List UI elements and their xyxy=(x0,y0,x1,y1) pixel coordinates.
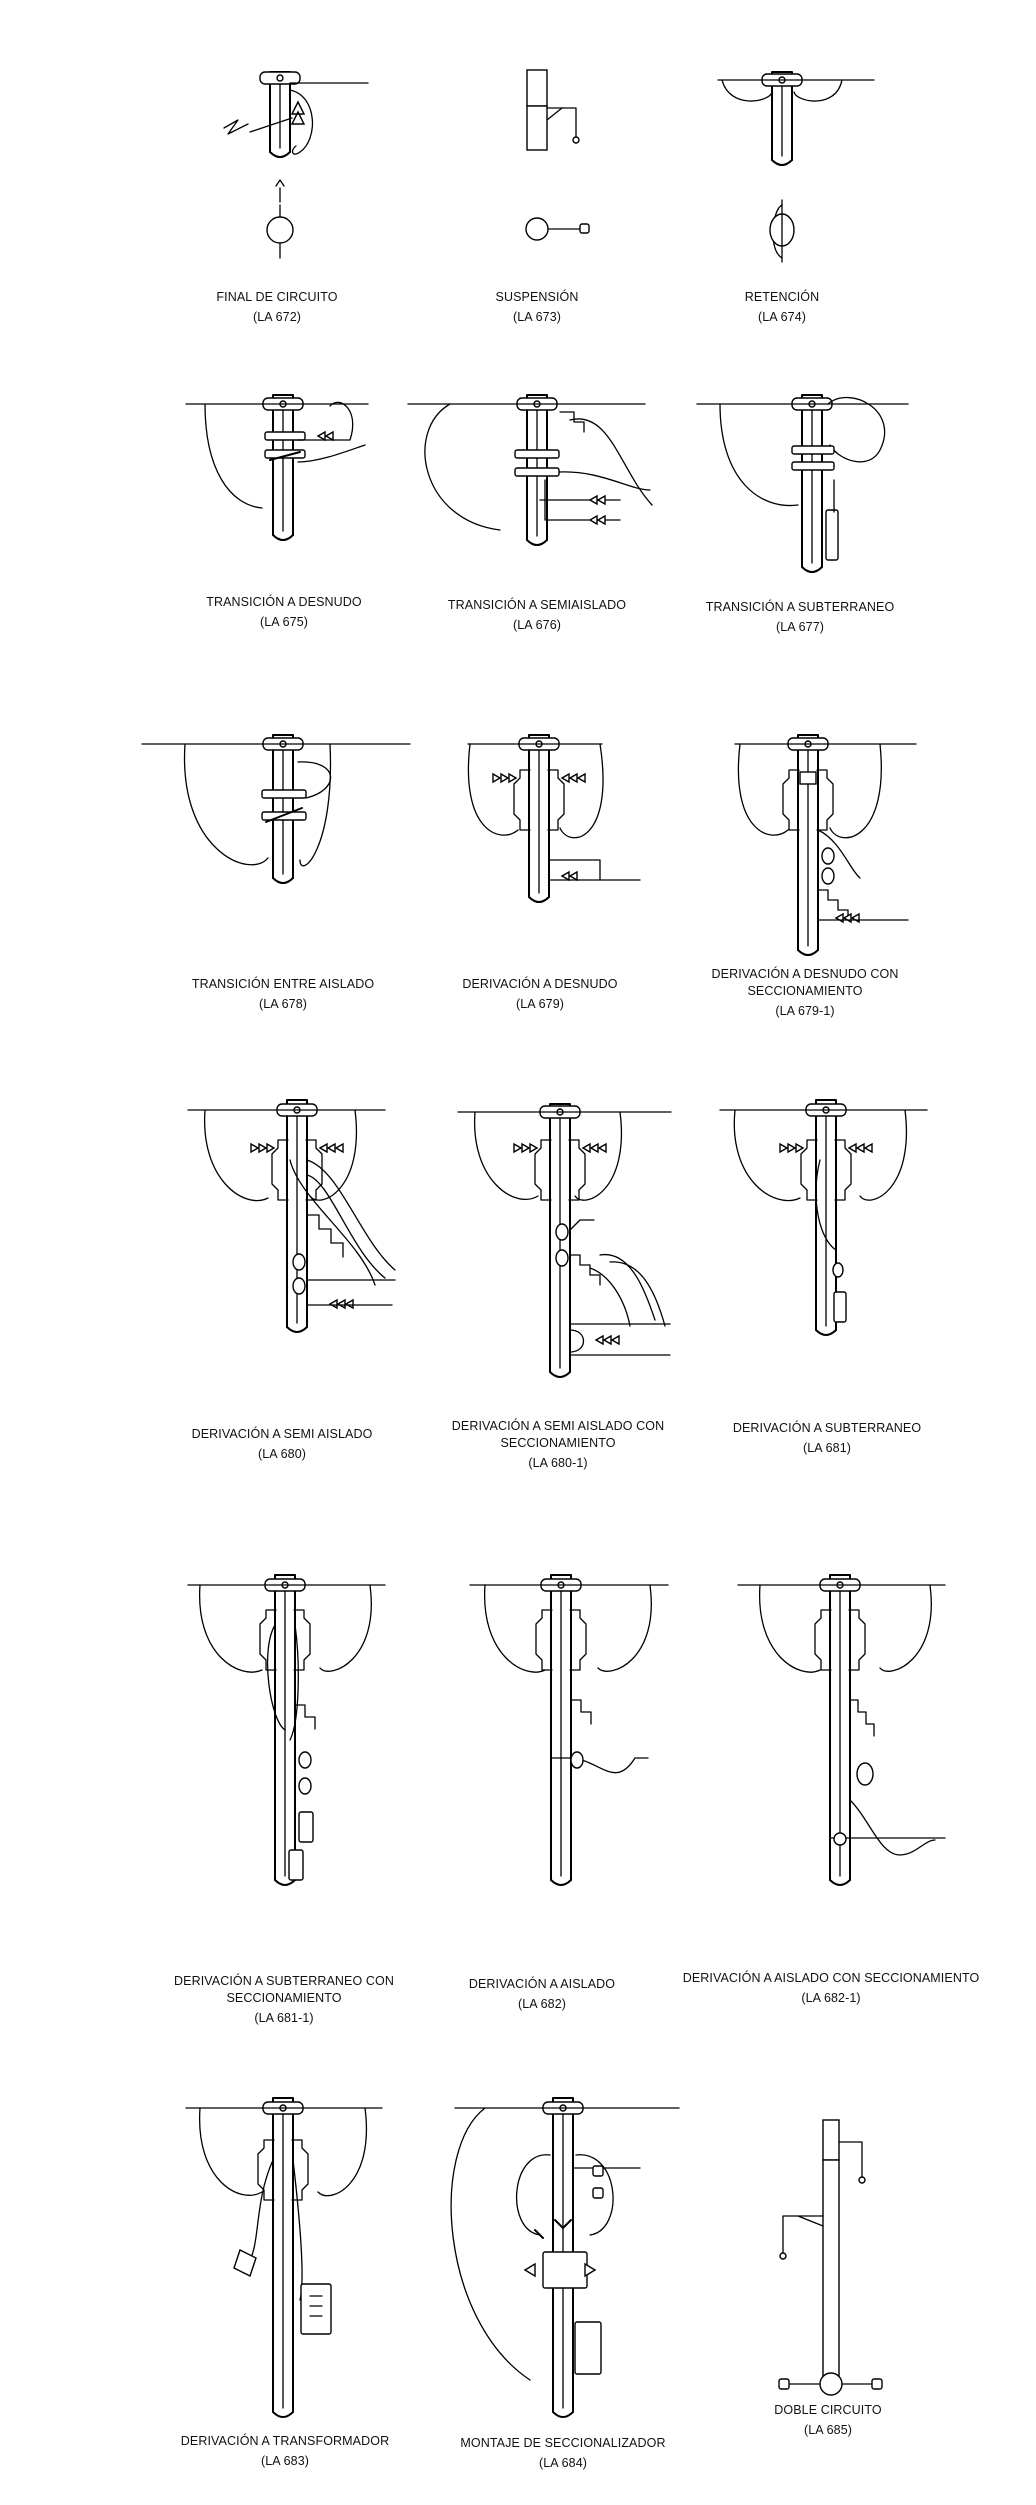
cutout-fuse xyxy=(293,1254,305,1270)
caption-title: TRANSICIÓN A SEMIAISLADO xyxy=(447,598,627,612)
caption-la680-1 xyxy=(408,1418,708,1472)
cable-terminal xyxy=(289,1850,303,1880)
insulator-string xyxy=(570,872,577,880)
pole-top xyxy=(823,2120,839,2160)
pole-plan-symbol xyxy=(820,2373,842,2395)
bracket-arm xyxy=(801,1140,817,1200)
wire xyxy=(783,2216,823,2254)
ground-point xyxy=(573,137,579,143)
fuse-holder xyxy=(593,2188,603,2198)
caption-code: (LA 679-1) xyxy=(775,1004,835,1018)
insulator-string xyxy=(267,1144,274,1152)
wire xyxy=(560,412,584,432)
insulator-string xyxy=(338,1300,345,1308)
bracket-arm xyxy=(817,770,833,830)
figure-la681-1 xyxy=(188,1575,385,1885)
wire xyxy=(570,1330,584,1352)
insulator-string xyxy=(530,1144,537,1152)
pole-base xyxy=(273,2412,293,2417)
figure-la674 xyxy=(718,72,874,262)
insulator-string xyxy=(328,1144,335,1152)
wire xyxy=(798,2216,823,2226)
bracket-arm xyxy=(258,2140,274,2200)
bracket-arm xyxy=(815,1610,831,1670)
wire xyxy=(200,1585,262,1672)
insulator-string xyxy=(570,774,577,782)
cutout-fuse xyxy=(293,1278,305,1294)
caption-title: MONTAJE DE SECCIONALIZADOR xyxy=(460,2436,666,2450)
pole-base xyxy=(527,540,547,545)
cutout-fuse xyxy=(857,1763,873,1785)
caption-code: (LA 682) xyxy=(517,1997,567,2011)
pole-plan-symbol xyxy=(526,218,548,240)
caption-code: (LA 673) xyxy=(512,310,562,324)
control-box xyxy=(575,2322,601,2374)
caption-title: DERIVACIÓN A DESNUDO xyxy=(462,977,618,991)
pole-base xyxy=(802,567,822,572)
bracket-arm xyxy=(272,1140,288,1200)
caption-title: FINAL DE CIRCUITO xyxy=(216,290,338,304)
caption-la683 xyxy=(135,2433,435,2470)
figure-la683 xyxy=(186,2098,382,2417)
insulator-string xyxy=(346,1300,353,1308)
wire xyxy=(547,108,576,138)
wire xyxy=(547,108,562,120)
ground-point xyxy=(859,2177,865,2183)
cutout-fuse xyxy=(834,1833,846,1845)
caption-code: (LA 672) xyxy=(252,310,302,324)
caption-code: (LA 682-1) xyxy=(801,1991,861,2005)
insulator-string xyxy=(562,872,569,880)
step-wire xyxy=(571,1700,591,1724)
pole-base xyxy=(275,1880,295,1885)
figure-la682 xyxy=(470,1575,668,1885)
caption-la682-1 xyxy=(681,1970,981,2007)
figure-la678 xyxy=(142,735,410,883)
insulator-string xyxy=(590,516,597,524)
insulator-string xyxy=(865,1144,872,1152)
pole-base xyxy=(830,1880,850,1885)
pole-body xyxy=(823,2160,839,2380)
caption-la674 xyxy=(632,289,932,326)
wire xyxy=(720,404,798,506)
pole-base xyxy=(772,160,792,165)
terminal-box xyxy=(580,224,589,233)
pole-base xyxy=(553,2412,573,2417)
wire xyxy=(298,445,365,462)
wire xyxy=(570,1220,594,1230)
bracket-arm xyxy=(514,770,530,830)
bracket-arm xyxy=(535,1140,551,1200)
insulator-string xyxy=(493,774,500,782)
insulator-string xyxy=(320,1144,327,1152)
terminal-box xyxy=(779,2379,789,2389)
wire xyxy=(205,404,262,508)
wire xyxy=(880,1585,931,1671)
wire xyxy=(425,404,500,530)
caption-title: SUSPENSIÓN xyxy=(495,290,579,304)
cutout-fuse xyxy=(833,1263,843,1277)
wire xyxy=(468,744,518,835)
cutout-fuse xyxy=(571,1752,583,1768)
pole-base xyxy=(798,950,818,955)
figure-la680-1 xyxy=(458,1104,671,1377)
fuse-holder xyxy=(593,2166,603,2176)
wire xyxy=(828,398,885,462)
figure-la680 xyxy=(188,1100,395,1332)
caption-title: TRANSICIÓN A DESNUDO xyxy=(206,595,362,609)
caption-title: DERIVACIÓN A TRANSFORMADOR xyxy=(180,2434,390,2448)
pole-body xyxy=(527,106,547,150)
wire xyxy=(268,1625,285,1730)
wire xyxy=(734,1110,800,1201)
equipment-box xyxy=(299,1812,313,1842)
caption-la676 xyxy=(387,597,687,634)
wire xyxy=(310,1110,356,1200)
step-wire xyxy=(850,1700,874,1736)
cutout-fuse xyxy=(556,1224,568,1240)
wire xyxy=(850,1800,935,1855)
insulator-string xyxy=(836,914,843,922)
caption-code: (LA 680) xyxy=(257,1447,307,1461)
caption-la679-1 xyxy=(655,966,955,1020)
wire xyxy=(451,2108,530,2380)
pole-base xyxy=(270,152,290,157)
figure-la684 xyxy=(451,2098,679,2417)
crossarm xyxy=(262,790,306,798)
terminal-box xyxy=(872,2379,882,2389)
wire xyxy=(200,2108,262,2195)
figure-la672 xyxy=(224,72,368,258)
insulator-string xyxy=(852,914,859,922)
insulator-string xyxy=(501,774,508,782)
caption-la681 xyxy=(677,1420,977,1457)
caption-code: (LA 678) xyxy=(258,997,308,1011)
wire xyxy=(250,2160,273,2260)
wire xyxy=(590,1268,630,1326)
wire xyxy=(307,1160,395,1270)
wire xyxy=(570,419,652,505)
pole-base xyxy=(529,897,549,902)
caption-code: (LA 676) xyxy=(512,618,562,632)
figure-la676 xyxy=(408,395,652,545)
insulator-string xyxy=(788,1144,795,1152)
cutout-fuse xyxy=(299,1752,311,1768)
recloser-box xyxy=(543,2252,587,2288)
ground-point xyxy=(780,2253,786,2259)
insulator-string xyxy=(844,914,851,922)
caption-code: (LA 675) xyxy=(259,615,309,629)
wire xyxy=(760,1585,820,1672)
cutout-fuse xyxy=(556,1250,568,1266)
figure-la673 xyxy=(526,70,589,240)
bracket-arm xyxy=(548,770,564,830)
insulator-string xyxy=(780,1144,787,1152)
insulator-string xyxy=(598,516,605,524)
wire xyxy=(830,744,881,838)
cutout-fuse xyxy=(299,1778,311,1794)
insulator-string xyxy=(596,1336,603,1344)
step-wire xyxy=(307,1215,343,1257)
figure-la675 xyxy=(186,395,368,540)
insulator-string xyxy=(598,496,605,504)
insulator-string xyxy=(591,1144,598,1152)
crossarm xyxy=(515,468,559,476)
wire xyxy=(560,744,603,838)
insulator-string xyxy=(562,774,569,782)
insulator-string xyxy=(292,102,304,124)
cutout-fuse xyxy=(822,868,834,884)
step-wire xyxy=(295,1705,315,1729)
pole-base xyxy=(551,1880,571,1885)
insulator-string xyxy=(514,1144,521,1152)
figure-la681 xyxy=(720,1100,927,1335)
pole-base xyxy=(287,1327,307,1332)
bracket-arm xyxy=(536,1610,552,1670)
wire xyxy=(293,2160,302,2300)
cutout-fuse xyxy=(822,848,834,864)
caption-title: DERIVACIÓN A SUBTERRANEO CON SECCIONAMIENTO xyxy=(174,1974,394,2005)
bracket-arm xyxy=(849,1610,865,1670)
insulator-string xyxy=(509,774,516,782)
wire xyxy=(559,472,650,490)
caption-la677 xyxy=(650,599,950,636)
caption-title: TRANSICIÓN ENTRE AISLADO xyxy=(191,977,375,991)
caption-code: (LA 684) xyxy=(538,2456,588,2470)
wire xyxy=(185,744,268,865)
caption-title: DERIVACIÓN A AISLADO CON SECCIONAMIENTO xyxy=(682,1971,980,1985)
figure-la679 xyxy=(468,735,640,902)
caption-code: (LA 683) xyxy=(260,2454,310,2468)
wire xyxy=(320,1585,371,1671)
caption-la680 xyxy=(132,1426,432,1463)
caption-la672 xyxy=(127,289,427,326)
pole-base xyxy=(550,1372,570,1377)
caption-code: (LA 677) xyxy=(775,620,825,634)
wire xyxy=(517,2155,550,2235)
wire xyxy=(598,1585,651,1671)
caption-code: (LA 679) xyxy=(515,997,565,1011)
wire xyxy=(860,1110,906,1200)
caption-title: DERIVACIÓN A SEMI AISLADO xyxy=(191,1427,373,1441)
caption-title: DERIVACIÓN A AISLADO xyxy=(468,1977,616,1991)
crossarm xyxy=(792,462,834,470)
wire xyxy=(318,2108,366,2196)
caption-la685 xyxy=(678,2402,978,2439)
insulator-string xyxy=(583,1144,590,1152)
cable-terminal xyxy=(826,510,838,560)
insulator-string xyxy=(326,432,333,440)
insulator-string xyxy=(522,1144,529,1152)
figure-la682-1 xyxy=(738,1575,945,1885)
caption-la678 xyxy=(133,976,433,1013)
pole-base xyxy=(273,535,293,540)
insulator-string xyxy=(599,1144,606,1152)
cable-terminal xyxy=(834,1292,846,1322)
insulator-string xyxy=(590,496,597,504)
insulator-string xyxy=(796,1144,803,1152)
caption-title: DERIVACIÓN A SUBTERRANEO xyxy=(732,1421,922,1435)
wire xyxy=(224,120,248,134)
pole-plan-symbol xyxy=(267,217,293,243)
caption-title: TRANSICIÓN A SUBTERRANEO xyxy=(705,600,895,614)
insulator-string xyxy=(612,1336,619,1344)
caption-title: RETENCIÓN xyxy=(744,290,820,304)
switch-block xyxy=(800,772,816,784)
caption-code: (LA 674) xyxy=(757,310,807,324)
caption-code: (LA 681) xyxy=(802,1441,852,1455)
figure-la685 xyxy=(779,2120,882,2395)
crossarm xyxy=(265,432,305,440)
bracket-arm xyxy=(306,1140,322,1200)
insulator-string xyxy=(259,1144,266,1152)
pole-base xyxy=(273,878,293,883)
wire xyxy=(205,1110,268,1201)
figure-la677 xyxy=(697,395,908,572)
insulator-string xyxy=(604,1336,611,1344)
caption-code: (LA 685) xyxy=(803,2423,853,2437)
crossarm xyxy=(792,446,834,454)
bracket-arm xyxy=(570,1610,586,1670)
insulator-string xyxy=(857,1144,864,1152)
caption-title: DERIVACIÓN A DESNUDO CON SECCIONAMIENTO xyxy=(711,967,899,998)
wire xyxy=(475,1112,538,1199)
insulator-string xyxy=(330,1300,337,1308)
caption-title: DERIVACIÓN A SEMI AISLADO CON SECCIONAMIENTO xyxy=(451,1419,665,1450)
insulator-string xyxy=(251,1144,258,1152)
insulator-string xyxy=(336,1144,343,1152)
insulator-string xyxy=(318,432,325,440)
bracket-arm xyxy=(835,1140,851,1200)
caption-la681-1 xyxy=(134,1973,434,2027)
caption-code: (LA 680-1) xyxy=(528,1456,588,1470)
caption-la679 xyxy=(390,976,690,1013)
pole-top xyxy=(527,70,547,106)
symbol-mark xyxy=(276,180,284,186)
figure-la679-1 xyxy=(735,735,916,955)
caption-la684 xyxy=(413,2435,713,2472)
caption-la682 xyxy=(392,1976,692,2013)
insulator-string xyxy=(849,1144,856,1152)
bolt xyxy=(277,75,283,81)
bracket-arm xyxy=(783,770,799,830)
caption-title: DOBLE CIRCUITO xyxy=(774,2403,882,2417)
crossarm xyxy=(515,450,559,458)
insulator-string xyxy=(578,774,585,782)
wire xyxy=(839,2142,862,2178)
transformer xyxy=(301,2284,331,2334)
pole-base xyxy=(816,1330,836,1335)
bracket-arm xyxy=(569,1140,585,1200)
wire xyxy=(738,744,788,835)
caption-code: (LA 681-1) xyxy=(254,2011,314,2025)
